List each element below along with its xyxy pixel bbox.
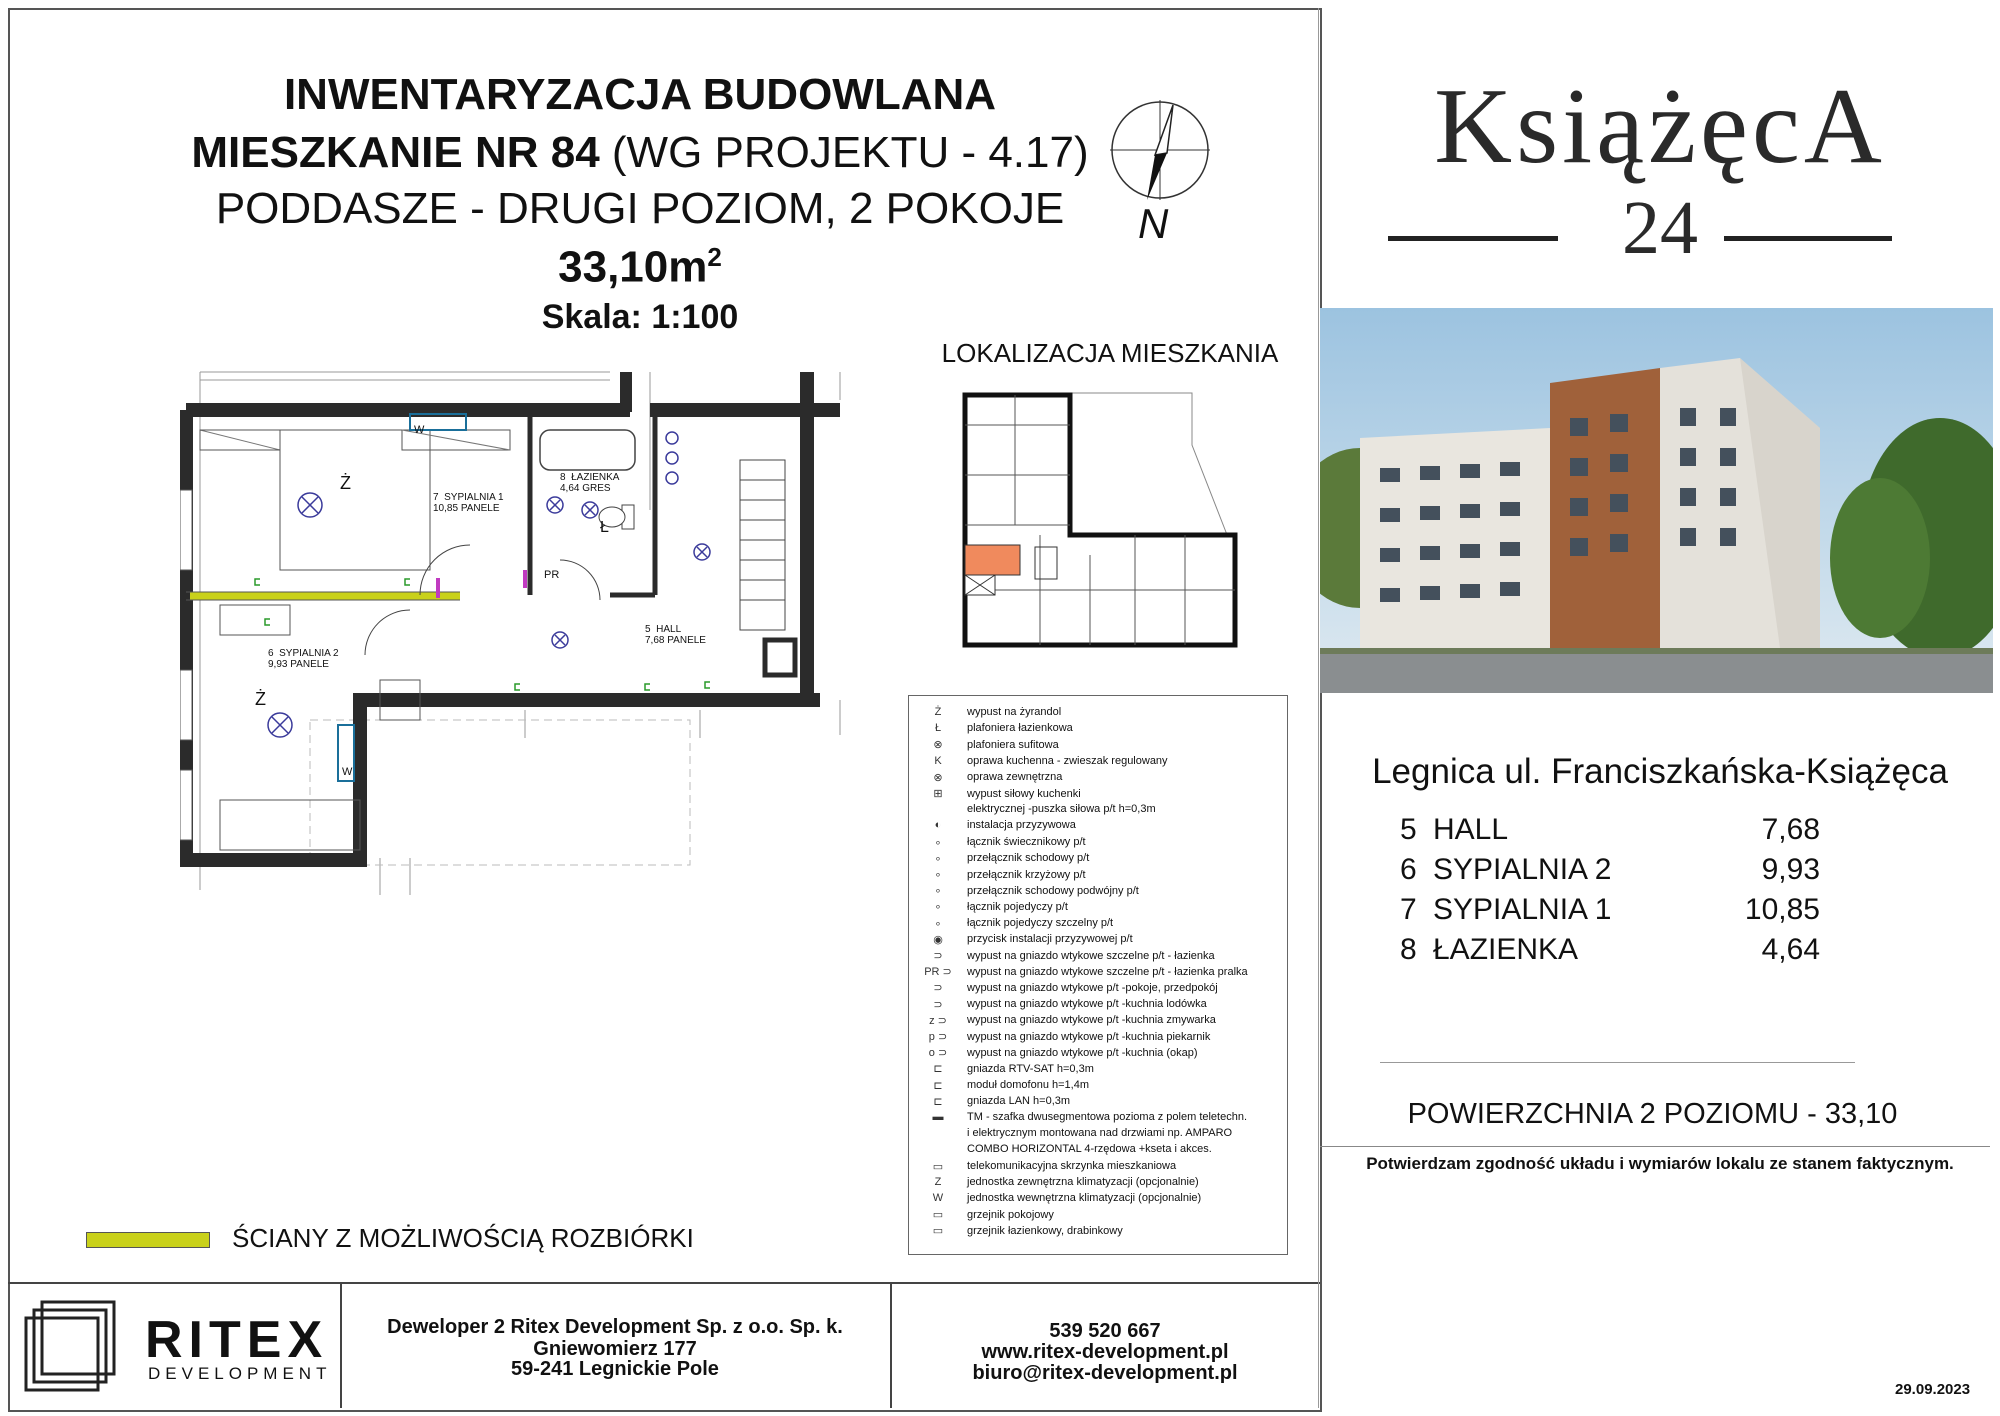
legend-text: plafoniera łazienkowa (967, 722, 1073, 735)
title-floor: PODDASZE - DRUGI POZIOM, 2 POKOJE (215, 184, 1065, 233)
legend-text: łącznik pojedyczy szczelny p/t (967, 917, 1114, 930)
title-inventory: INWENTARYZACJA BUDOWLANA (283, 70, 997, 119)
brand-rule-right (1724, 236, 1892, 241)
legend-symbol-icon: Ż (934, 706, 942, 718)
room-row (1400, 890, 1820, 930)
right-divider (1320, 1146, 1990, 1147)
legend-symbol-icon: ⊏ (933, 1095, 943, 1108)
legend-text: wypust na gniazdo wtykowe p/t -kuchnia piekarnik (967, 1030, 1211, 1043)
plan-label-room-6 (268, 648, 339, 670)
building-rendering (1320, 308, 1993, 693)
legend-item (909, 1062, 1287, 1075)
room6-name: SYPIALNIA 2 (279, 648, 339, 659)
document-date: 29.09.2023 (1895, 1381, 1971, 1398)
legend-text: wypust siłowy kuchenki (967, 787, 1081, 800)
legend-symbol-icon: ◉ (933, 933, 943, 946)
plan-chandelier-label-2: Ż (255, 689, 266, 709)
room-row (1400, 930, 1820, 970)
legend-item (909, 1030, 1287, 1043)
plan-label-room-5 (645, 624, 706, 646)
plan-label-room-7 (433, 492, 504, 514)
room5-name: HALL (656, 624, 682, 635)
address: Legnica ul. Franciszkańska-Książęca (1372, 752, 1948, 791)
room5-num: 5 (645, 624, 651, 635)
developer-name: Deweloper 2 Ritex Development Sp. z o.o. Sp. k. (387, 1316, 843, 1338)
legend-item (909, 900, 1287, 913)
contact-website[interactable]: www.ritex-development.pl (981, 1341, 1229, 1363)
legend-symbol-icon: Ł (934, 722, 942, 735)
title-scale: Skala: 1:100 (541, 298, 739, 336)
legend-symbol-icon: PR ⊃ (924, 966, 952, 979)
room-num: 8 (1400, 933, 1417, 966)
room5-floor: PANELE (667, 635, 706, 646)
legend-item (909, 917, 1287, 930)
legend-text: łącznik świecznikowy p/t (967, 836, 1086, 849)
room-name: HALL (1433, 813, 1509, 846)
legend-item (909, 1176, 1287, 1188)
legend-text: TM - szafka dwusegmentowa pozioma z polem teletechn. (967, 1111, 1248, 1123)
legend-text: oprawa zewnętrzna (967, 771, 1063, 784)
legend-text: łącznik pojedyczy p/t (967, 900, 1068, 913)
room-row (1400, 810, 1820, 850)
legend-item (909, 884, 1287, 897)
legend-text: wypust na gniazdo wtykowe szczelne p/t - łazienka pralka (967, 965, 1248, 978)
legend-item (909, 819, 1287, 831)
legend-box (908, 695, 1288, 1255)
contact-phone[interactable]: 539 520 667 (1049, 1320, 1161, 1342)
brand-number: 24 (1622, 186, 1698, 270)
plan-ac-label-2: W (342, 766, 353, 778)
room7-name: SYPIALNIA 1 (444, 492, 504, 503)
legend-symbol-icon: ∘ (934, 852, 942, 865)
legend-symbol-icon: ⊏ (933, 1063, 943, 1076)
developer-address-2: 59-241 Legnickie Pole (511, 1358, 719, 1380)
legend-text: jednostka zewnętrzna klimatyzacji (opcjonalnie) (967, 1175, 1199, 1188)
legend-text: plafoniera sufitowa (967, 738, 1059, 751)
ritex-logo-sub: DEVELOPMENT (148, 1364, 332, 1383)
legend-symbol-icon: ▭ (932, 1225, 944, 1238)
legend-item (909, 722, 1287, 734)
title-apartment (40, 128, 1240, 178)
demolish-wall-label: ŚCIANY Z MOŻLIWOŚCIĄ ROZBIÓRKI (232, 1223, 694, 1253)
legend-symbol-icon: ▭ (932, 1160, 944, 1173)
room6-num: 6 (268, 648, 274, 659)
legend-text: elektrycznej -puszka siłowa p/t h=0,3m (967, 803, 1156, 816)
legend-item (909, 1192, 1287, 1204)
room-name: SYPIALNIA 1 (1433, 893, 1612, 926)
legend-text: gniazda LAN h=0,3m (967, 1095, 1071, 1108)
compass-label: N (1138, 200, 1169, 247)
contact-email[interactable]: biuro@ritex-development.pl (972, 1362, 1238, 1384)
legend-item (909, 868, 1287, 881)
legend-symbol-icon: ◐ (934, 819, 942, 832)
legend-symbol-icon: ⊃ (933, 950, 943, 962)
room-area: 10,85 (1744, 893, 1820, 926)
apartment-number: MIESZKANIE NR 84 (191, 128, 600, 177)
room-area: 7,68 (1761, 813, 1820, 846)
legend-text: wypust na żyrandol (967, 706, 1062, 718)
legend-symbol-icon: K (934, 754, 942, 767)
room-num: 7 (1400, 893, 1417, 926)
legend-text: wypust na gniazdo wtykowe p/t -kuchnia zmywarka (967, 1014, 1216, 1027)
legend-text: przycisk instalacji przyzywowej p/t (967, 933, 1133, 946)
legend-text: moduł domofonu h=1,4m (967, 1079, 1089, 1092)
legend-item (909, 1111, 1287, 1123)
legend-text: COMBO HORIZONTAL 4-rzędowa +kseta i akces. (967, 1143, 1212, 1156)
footer-divider-1 (340, 1282, 342, 1408)
room5-area: 7,68 (645, 635, 665, 646)
footer-divider-2 (890, 1282, 892, 1408)
legend-symbol-icon: ⊞ (933, 788, 943, 800)
legend-text: wypust na gniazdo wtykowe p/t -kuchnia lodówka (967, 998, 1207, 1011)
room6-floor: PANELE (290, 659, 329, 670)
legend-symbol-icon: Z (934, 1175, 942, 1188)
title-area (40, 242, 1240, 293)
confirmation-statement: Potwierdzam zgodność układu i wymiarów lokalu ze stanem faktycznym. (1366, 1154, 1954, 1173)
legend-symbol-icon: ∘ (934, 869, 942, 881)
legend-item (909, 1014, 1287, 1027)
total-area-summary: POWIERZCHNIA 2 POZIOMU - 33,10 (1407, 1098, 1898, 1130)
legend-symbol-icon: ∘ (934, 917, 942, 930)
room-list (1400, 810, 1820, 970)
footer-divider (8, 1282, 1320, 1284)
room8-name: ŁAZIENKA (571, 472, 620, 483)
legend-symbol-icon: o ⊃ (928, 1047, 948, 1060)
location-map-title: LOKALIZACJA MIESZKANIA (941, 338, 1279, 368)
plan-ac-label: W (414, 424, 425, 436)
legend-text: wypust na gniazdo wtykowe p/t -kuchnia (okap) (967, 1046, 1198, 1059)
legend-symbol-icon: ⊏ (933, 1079, 943, 1092)
plan-label-room-8 (560, 472, 619, 494)
ritex-logo-icon (22, 1298, 118, 1394)
demolish-wall-swatch (86, 1232, 210, 1248)
legend-item (909, 771, 1287, 784)
room-area: 9,93 (1761, 853, 1820, 886)
area-value: 33,10m (558, 242, 708, 292)
summary-divider (1380, 1062, 1855, 1063)
legend-symbol-icon: ⊗ (933, 771, 943, 784)
room-num: 6 (1400, 853, 1417, 886)
legend-item (909, 836, 1287, 849)
legend-symbol-icon: ▭ (932, 1209, 944, 1222)
room8-area: 4,64 (560, 483, 580, 494)
legend-text: przełącznik schodowy p/t (967, 852, 1090, 865)
legend-text: grzejnik łazienkowy, drabinkowy (967, 1224, 1123, 1237)
legend-symbol-icon: z ⊃ (929, 1014, 947, 1027)
legend-item (909, 803, 1287, 815)
room8-floor: GRES (582, 483, 611, 494)
legend-item (909, 1095, 1287, 1108)
right-column-divider (1318, 8, 1319, 1408)
legend-item (909, 1127, 1287, 1139)
legend-text: wypust na gniazdo wtykowe p/t -pokoje, przedpokój (967, 981, 1218, 994)
legend-item (909, 981, 1287, 994)
room-name: SYPIALNIA 2 (1433, 853, 1612, 886)
legend-symbol-icon: ▬ (932, 1111, 944, 1123)
legend-symbol-icon: W (932, 1192, 944, 1204)
legend-text: wypust na gniazdo wtykowe szczelne p/t - łazienka (967, 949, 1215, 962)
legend-text: przełącznik krzyżowy p/t (967, 868, 1086, 881)
legend-item (909, 1160, 1287, 1173)
plan-pr-label: PR (544, 569, 560, 581)
room7-floor: PANELE (460, 503, 500, 514)
legend-text: przełącznik schodowy podwójny p/t (967, 884, 1139, 897)
legend-symbol-icon: ⊗ (933, 739, 943, 752)
location-map (955, 385, 1245, 660)
legend-text: i elektrycznym montowana nad drzwiami np. AMPARO (967, 1127, 1233, 1140)
room8-num: 8 (560, 472, 566, 483)
legend-item (909, 852, 1287, 865)
legend-item (909, 965, 1287, 978)
legend-text: instalacja przyzywowa (967, 819, 1076, 832)
legend-symbol-icon: p ⊃ (928, 1031, 948, 1043)
legend-item (909, 949, 1287, 962)
room-area: 4,64 (1761, 933, 1820, 966)
legend-symbol-icon: ⊃ (933, 982, 943, 995)
apartment-project-ref: (WG PROJEKTU - 4.17) (599, 128, 1089, 177)
room-name: ŁAZIENKA (1433, 933, 1579, 966)
legend-item (909, 1224, 1287, 1237)
legend-item (909, 1143, 1287, 1155)
legend-item (909, 1046, 1287, 1059)
legend-symbol-icon: ⊃ (933, 998, 943, 1011)
legend-item (909, 755, 1287, 767)
legend-symbol-icon: ∘ (934, 836, 942, 849)
plan-chandelier-label: Ż (340, 473, 351, 493)
room7-num: 7 (433, 492, 439, 503)
legend-text: oprawa kuchenna - zwieszak regulowany (967, 754, 1168, 767)
legend-text: jednostka wewnętrzna klimatyzacji (opcjonalnie) (967, 1192, 1202, 1204)
legend-symbol-icon: ∘ (934, 885, 942, 898)
brand-name: KsiążęcA (1434, 67, 1886, 186)
legend-item (909, 738, 1287, 751)
legend-item (909, 787, 1287, 800)
area-unit-sup: 2 (707, 242, 722, 272)
floor-plan (180, 370, 860, 900)
legend-symbol-icon: ∘ (934, 901, 942, 914)
room7-area: 10,85 (433, 503, 459, 514)
plan-bath-light-label: Ł (600, 519, 609, 536)
developer-address-1: Gniewomierz 177 (533, 1338, 697, 1360)
room-row (1400, 850, 1820, 890)
legend-item (909, 933, 1287, 946)
legend-text: grzejnik pokojowy (967, 1208, 1054, 1221)
legend-item (909, 706, 1287, 718)
room6-area: 9,93 (268, 659, 288, 670)
legend-item (909, 998, 1287, 1011)
legend-text: gniazda RTV-SAT h=0,3m (967, 1062, 1094, 1075)
legend-text: telekomunikacyjna skrzynka mieszkaniowa (967, 1160, 1177, 1173)
legend-item (909, 1208, 1287, 1221)
room-num: 5 (1400, 813, 1417, 846)
legend-item (909, 1079, 1287, 1092)
ritex-logo-text: RITEX (145, 1311, 329, 1369)
